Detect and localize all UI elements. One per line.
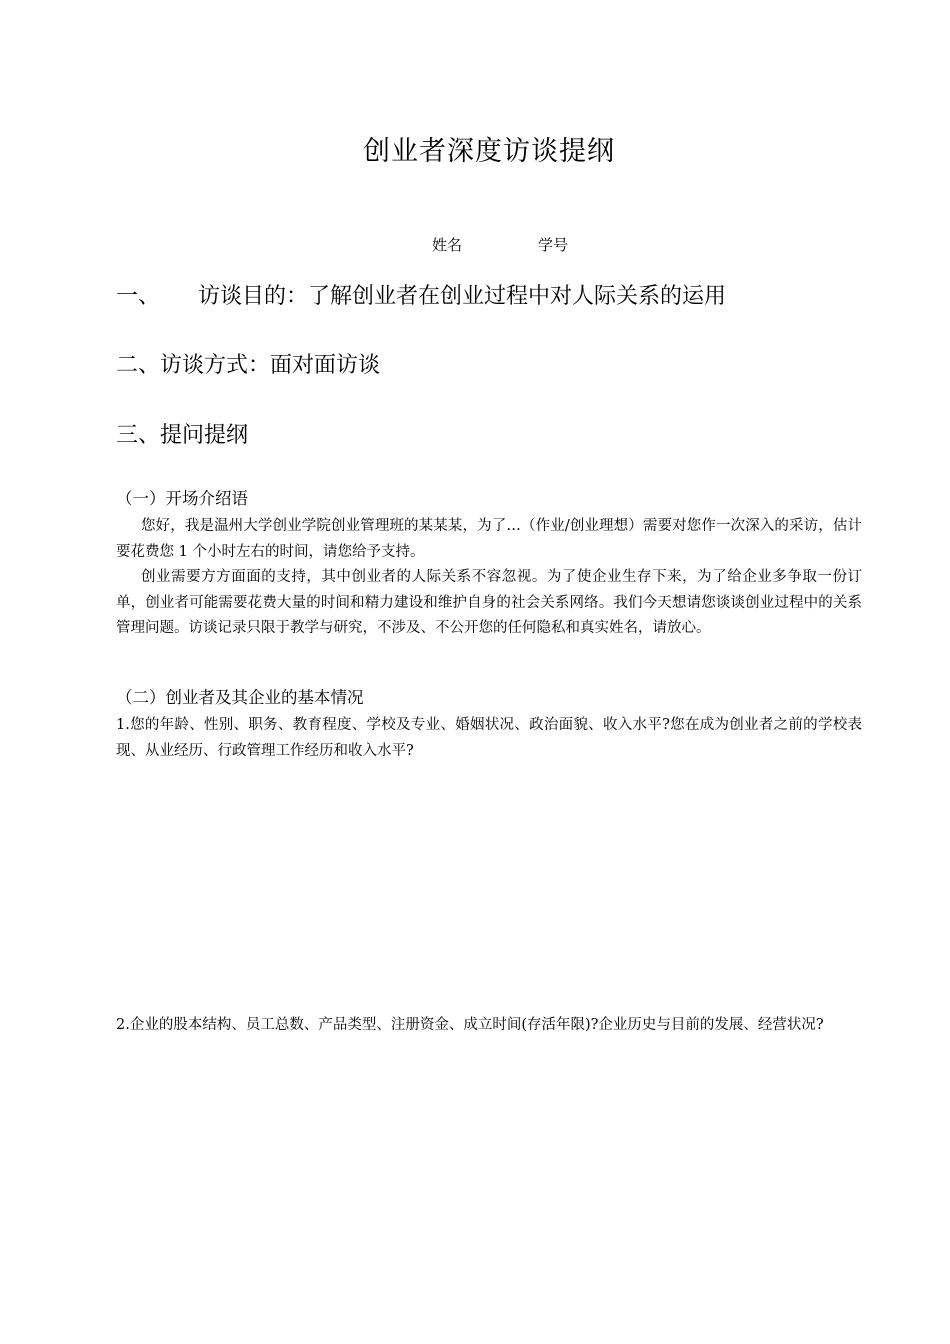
document-title: 创业者深度访谈提纲 (363, 136, 615, 167)
section-purpose (116, 280, 726, 314)
student-id-label: 学号 (538, 236, 569, 254)
section-method: 二、访谈方式：面对面访谈 (116, 353, 381, 378)
question-1: 1.您的年龄、性别、职务、教育程度、学校及专业、婚姻状况、政治面貌、收入水平?您在成为创业者之前的学校表现、从业经历、行政管理工作经历和收入水平? (116, 717, 862, 759)
name-id-line (432, 234, 568, 256)
section-purpose-text: 访谈目的：了解创业者在创业过程中对人际关系的运用 (198, 284, 727, 309)
section-purpose-number: 一、 (116, 284, 161, 309)
intro-paragraph-2: 创业需要方方面面的支持，其中创业者的人际关系不容忽视。为了使企业生存下来，为了给企业多争取一份订单，创业者可能需要花费大量的时间和精力建设和维护自身的社会关系网络。我们今天想请您谈谈创业过程中的关系管理问题。访谈记录只限于教学与研究，不涉及、不公开您的任何隐私和真实姓名，请放心。 (116, 569, 862, 636)
section-outline: 三、提问提纲 (116, 423, 249, 448)
subsection-intro-heading: （一）开场介绍语 (116, 489, 248, 508)
subsection-basic-heading: （二）创业者及其企业的基本情况 (116, 688, 364, 707)
question-2: 2.企业的股本结构、员工总数、产品类型、注册资金、成立时间(存活年限)?企业历史与目前的发展、经营状况? (116, 1017, 824, 1033)
name-label: 姓名 (432, 236, 463, 254)
intro-paragraph-1: 您好，我是温州大学创业学院创业管理班的某某某，为了…（作业/创业理想）需要对您作一次深入的采访，估计要花费您 1 个小时左右的时间，请您给予支持。 (116, 518, 862, 560)
